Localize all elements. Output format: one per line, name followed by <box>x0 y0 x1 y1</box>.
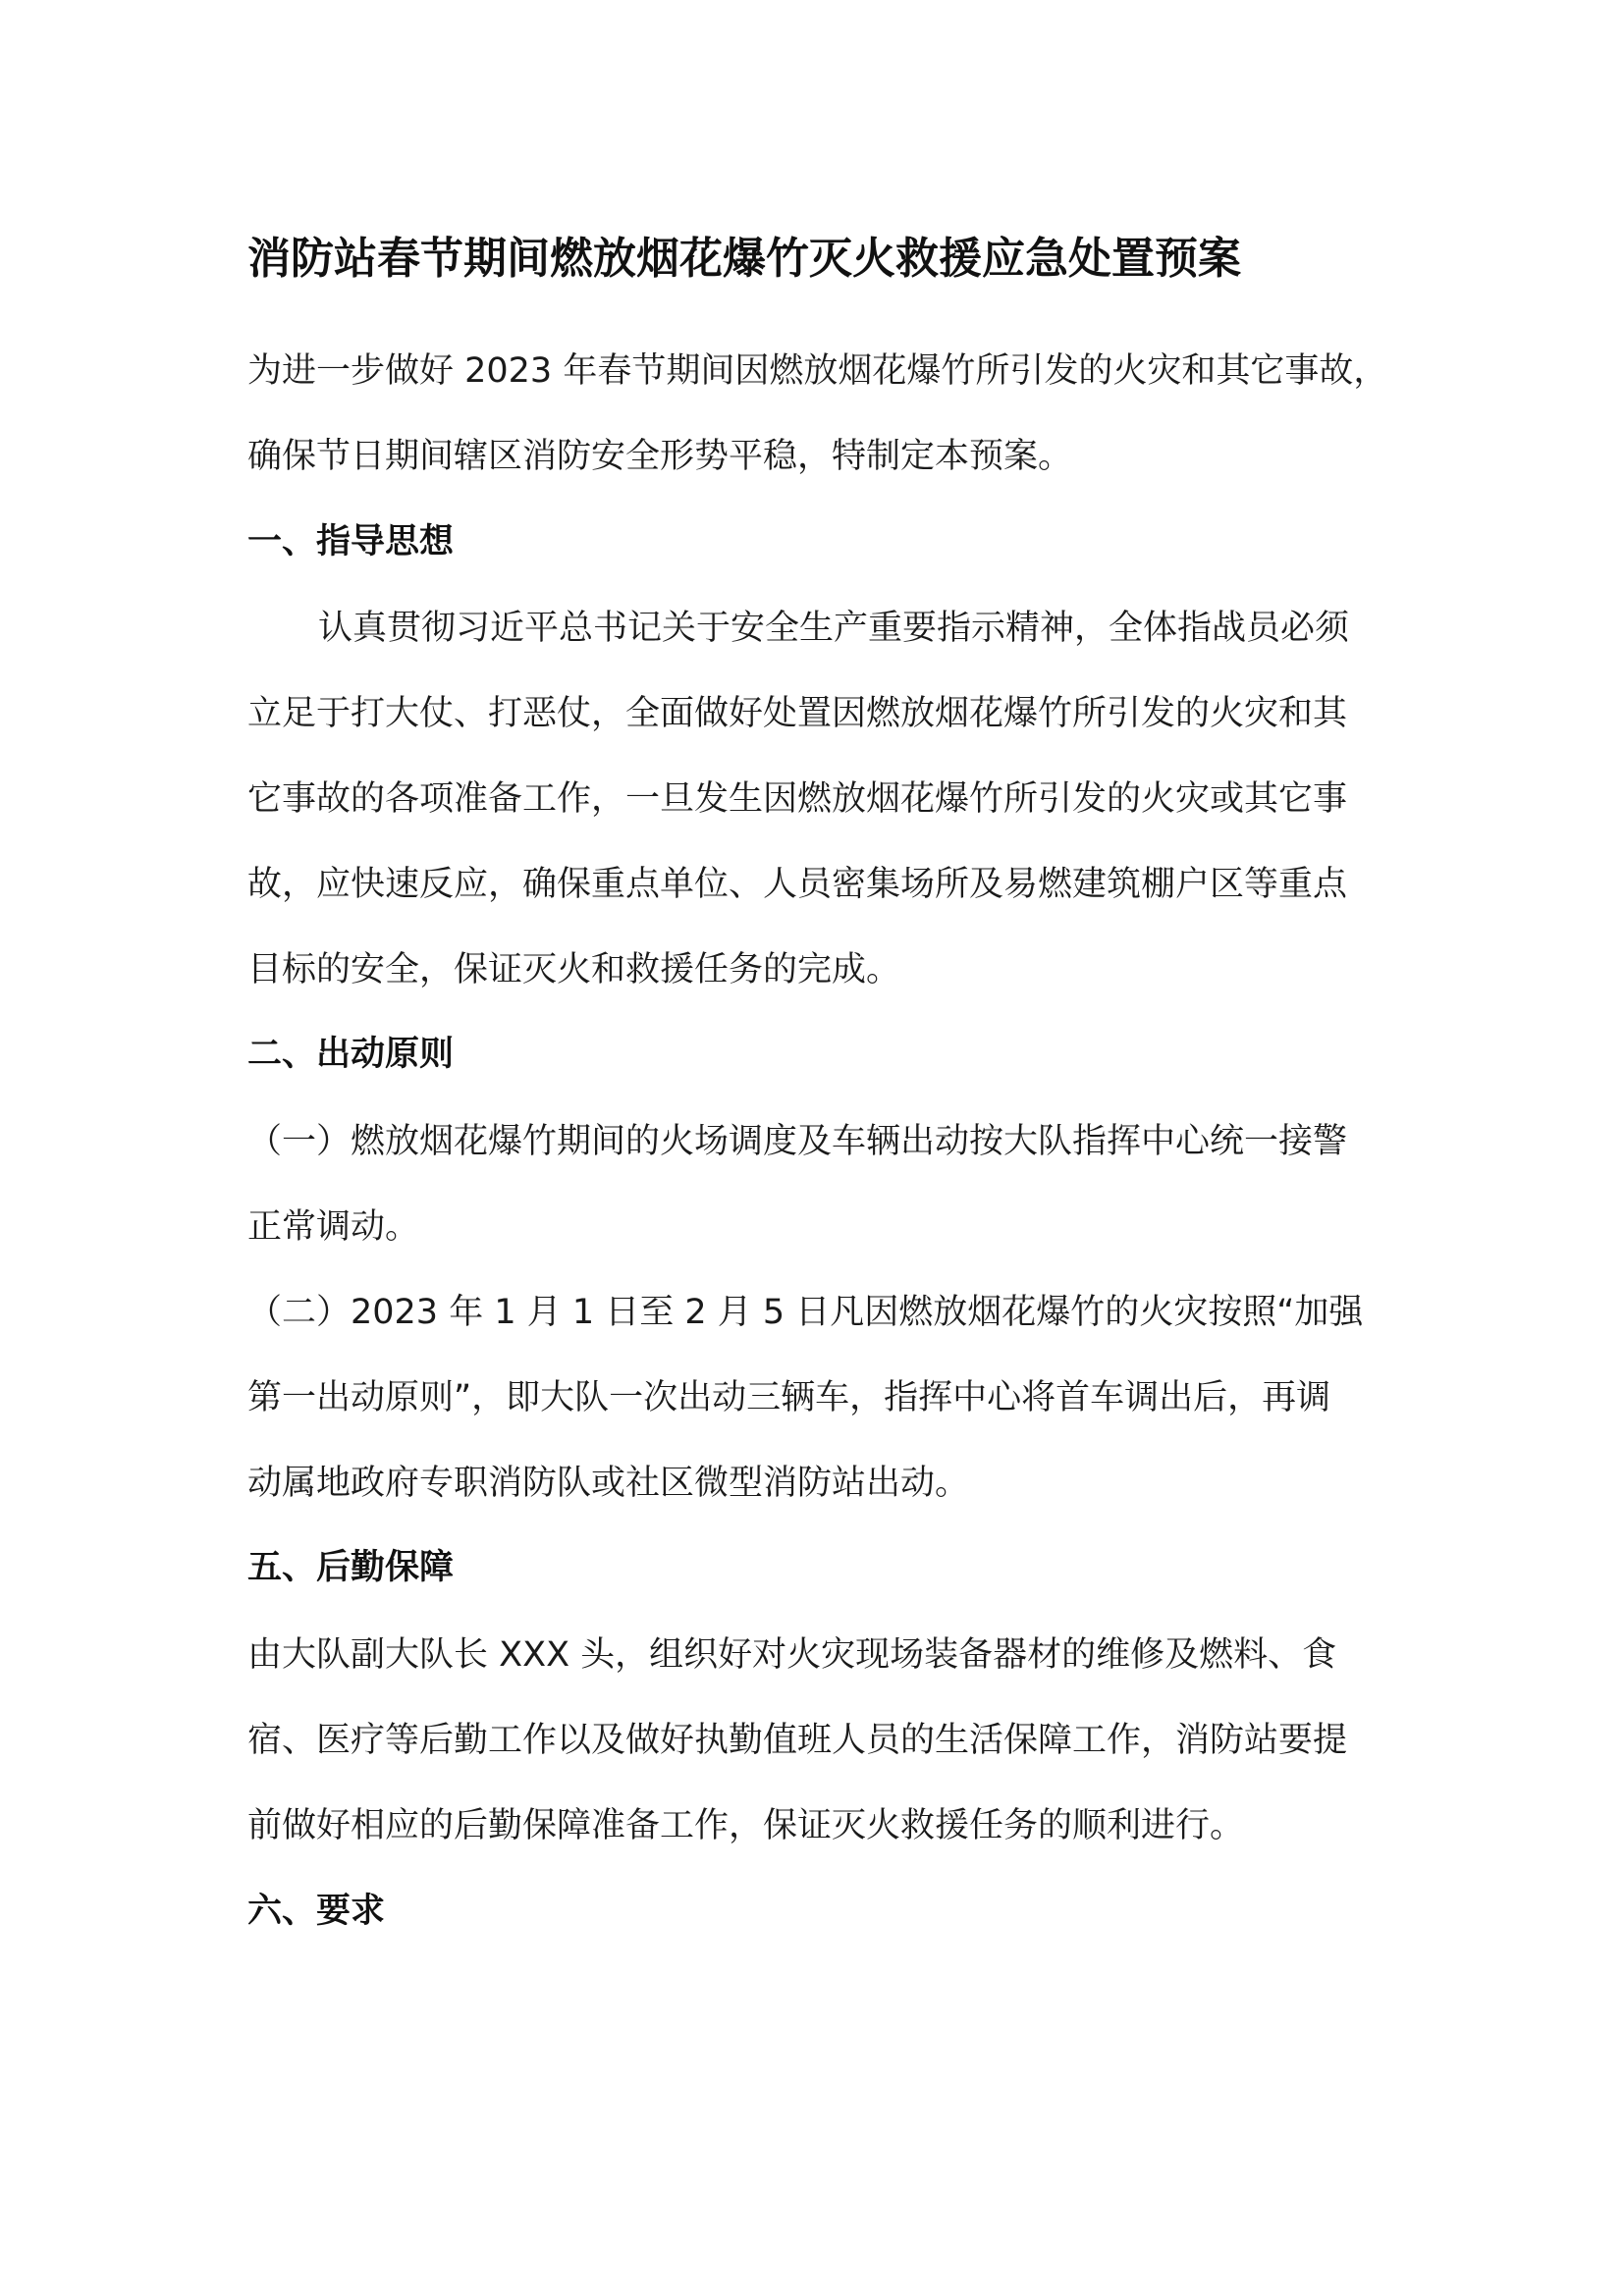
paragraph-line: 认真贯彻习近平总书记关于安全生产重要指示精神，全体指战员必须 <box>318 609 1350 648</box>
paragraph-line: 确保节日期间辖区消防安全形势平稳，特制定本预案。 <box>247 437 1073 476</box>
paragraph-line: 它事故的各项准备工作，一旦发生因燃放烟花爆竹所引发的火灾或其它事 <box>247 779 1348 819</box>
paragraph-line: 立足于打大仗、打恶仗，全面做好处置因燃放烟花爆竹所引发的火灾和其 <box>247 694 1348 733</box>
paragraph-line: 目标的安全，保证灭火和救援任务的完成。 <box>247 950 901 989</box>
dispatch-item-2 <box>247 1270 1386 1526</box>
paragraph-line: 为进一步做好 2023 年春节期间因燃放烟花爆竹所引发的火灾和其它事故， <box>247 351 1388 391</box>
paragraph-line: 由大队副大队长 XXX 头，组织好对火灾现场装备器材的维修及燃料、食 <box>247 1635 1337 1675</box>
paragraph-line: （二）2023 年 1 月 1 日至 2 月 5 日凡因燃放烟花爆竹的火灾按照“加强 <box>247 1293 1364 1332</box>
paragraph-line: 动属地政府专职消防队或社区微型消防站出动。 <box>247 1464 970 1503</box>
paragraph-line: 第一出动原则”，即大队一次出动三辆车，指挥中心将首车调出后，再调 <box>247 1378 1331 1417</box>
section-heading-guiding-ideology: 一、指导思想 <box>247 522 455 561</box>
paragraph-line: （一）燃放烟花爆竹期间的火场调度及车辆出动按大队指挥中心统一接警 <box>247 1122 1348 1161</box>
paragraph-line: 故，应快速反应，确保重点单位、人员密集场所及易燃建筑棚户区等重点 <box>247 865 1348 904</box>
intro-paragraph <box>247 329 1386 500</box>
paragraph-line: 正常调动。 <box>247 1207 420 1247</box>
section-heading-dispatch-principles: 二、出动原则 <box>247 1035 455 1074</box>
section-heading-logistics: 五、后勤保障 <box>247 1548 455 1587</box>
section-heading-requirements: 六、要求 <box>247 1892 386 1931</box>
logistics-paragraph <box>247 1613 1386 1869</box>
paragraph-line: 前做好相应的后勤保障准备工作，保证灭火救援任务的顺利进行。 <box>247 1806 1245 1845</box>
document-title: 消防站春节期间燃放烟花爆竹灭火救援应急处置预案 <box>247 234 1241 284</box>
guiding-ideology-paragraph <box>247 586 1386 1013</box>
paragraph-line: 宿、医疗等后勤工作以及做好执勤值班人员的生活保障工作，消防站要提 <box>247 1721 1348 1760</box>
dispatch-item-1 <box>247 1099 1386 1270</box>
